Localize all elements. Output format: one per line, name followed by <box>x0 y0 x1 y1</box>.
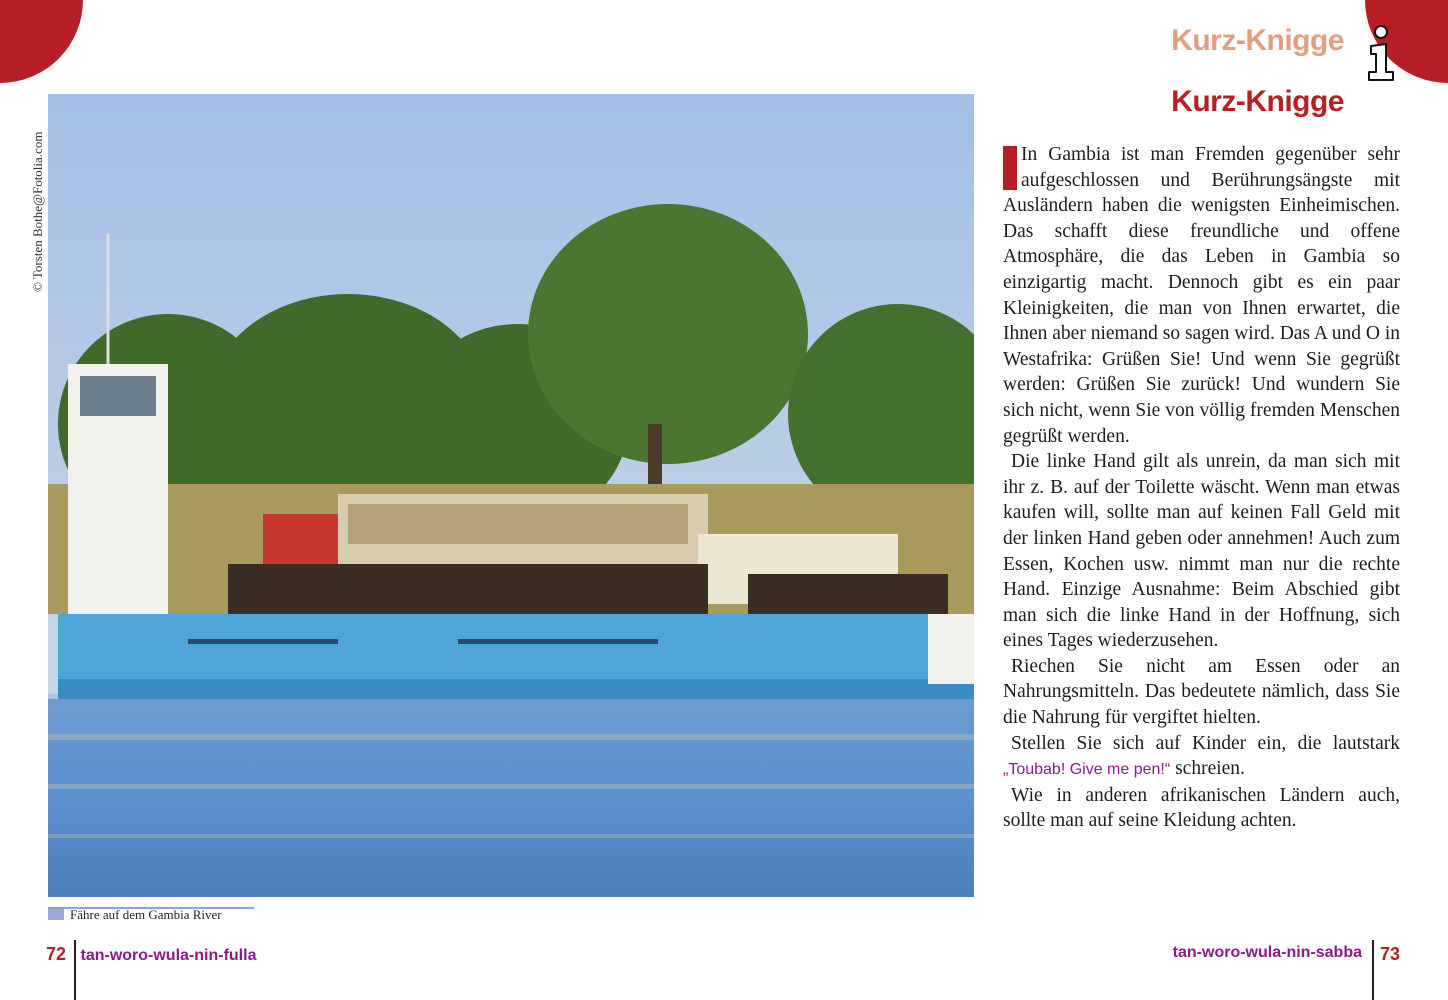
caption-marker <box>48 909 64 920</box>
page-number-right: 73 <box>1380 944 1401 964</box>
photo-caption: Fähre auf dem Gambia River <box>70 907 222 922</box>
ferry-photo <box>48 94 974 897</box>
paragraph-4: Stellen Sie sich auf Kinder ein, die lautstark „Toubab! Give me pen!“ schreien. <box>1003 732 1400 780</box>
footer-right-number <box>1380 944 1400 965</box>
page-title: Kurz-Knigge <box>1171 85 1344 118</box>
paragraph-2: Die linke Hand gilt als unrein, da man sich mit ihr z. B. auf der Toilette wäscht. Wenn man etwas kaufen will, sollte man auf keinen Fall Geld mit der linken Hand geben oder annehmen! Auch zum Essen, Kochen usw. nimmt man nur die rechte Hand. Einzige Ausnahme: Beim Abschied gibt man sich die linke Hand in der Hoffnung, sich eines Tages wiederzusehen. <box>1003 451 1400 652</box>
article-body <box>1003 142 1400 834</box>
footer-left <box>46 944 256 965</box>
paragraph-1: In Gambia ist man Fremden gegenüber sehr aufgeschlossen und Berührungsängste mit Ausländern haben die wenigsten Einheimischen. Das schafft diese freundliche und offene Atmosphäre, die das Leben in Gambia so einzigartig macht. Dennoch gibt es ein paar Kleinigkeiten, die man von Ihnen erwartet, die Ihnen aber niemand so sagen wird. Das A und O in Westafrika: Grüßen Sie! Und wenn Sie gegrüßt werden: Grüßen Sie zurück! Und wundern Sie sich nicht, wenn Sie von völlig fremden Menschen gegrüßt werden. <box>1003 144 1400 447</box>
paragraph-3: Riechen Sie nicht am Essen oder an Nahrungsmitteln. Das bedeutete nämlich, dass Sie die Nahrung für vergiftet hielten. <box>1003 655 1400 729</box>
info-icon <box>1366 24 1396 82</box>
photo-credit: © Torsten Bothe@Fotolia.com <box>30 131 45 292</box>
quote-highlight: „Toubab! Give me pen!“ <box>1003 761 1171 779</box>
page-tag-left: tan-woro-wula-nin-fulla <box>80 947 257 964</box>
dropcap <box>1003 146 1017 190</box>
page-number-left: 72 <box>46 944 67 964</box>
footer-rule-left <box>74 940 76 1000</box>
paragraph-5: Wie in anderen afrikanischen Ländern auch, sollte man auf seine Kleidung achten. <box>1003 784 1400 832</box>
footer-rule-right <box>1372 940 1374 1000</box>
running-header: Kurz-Knigge <box>1171 24 1344 57</box>
footer-right <box>1173 944 1362 962</box>
page-tag-right: tan-woro-wula-nin-sabba <box>1172 944 1362 961</box>
corner-decoration-left <box>0 0 83 83</box>
